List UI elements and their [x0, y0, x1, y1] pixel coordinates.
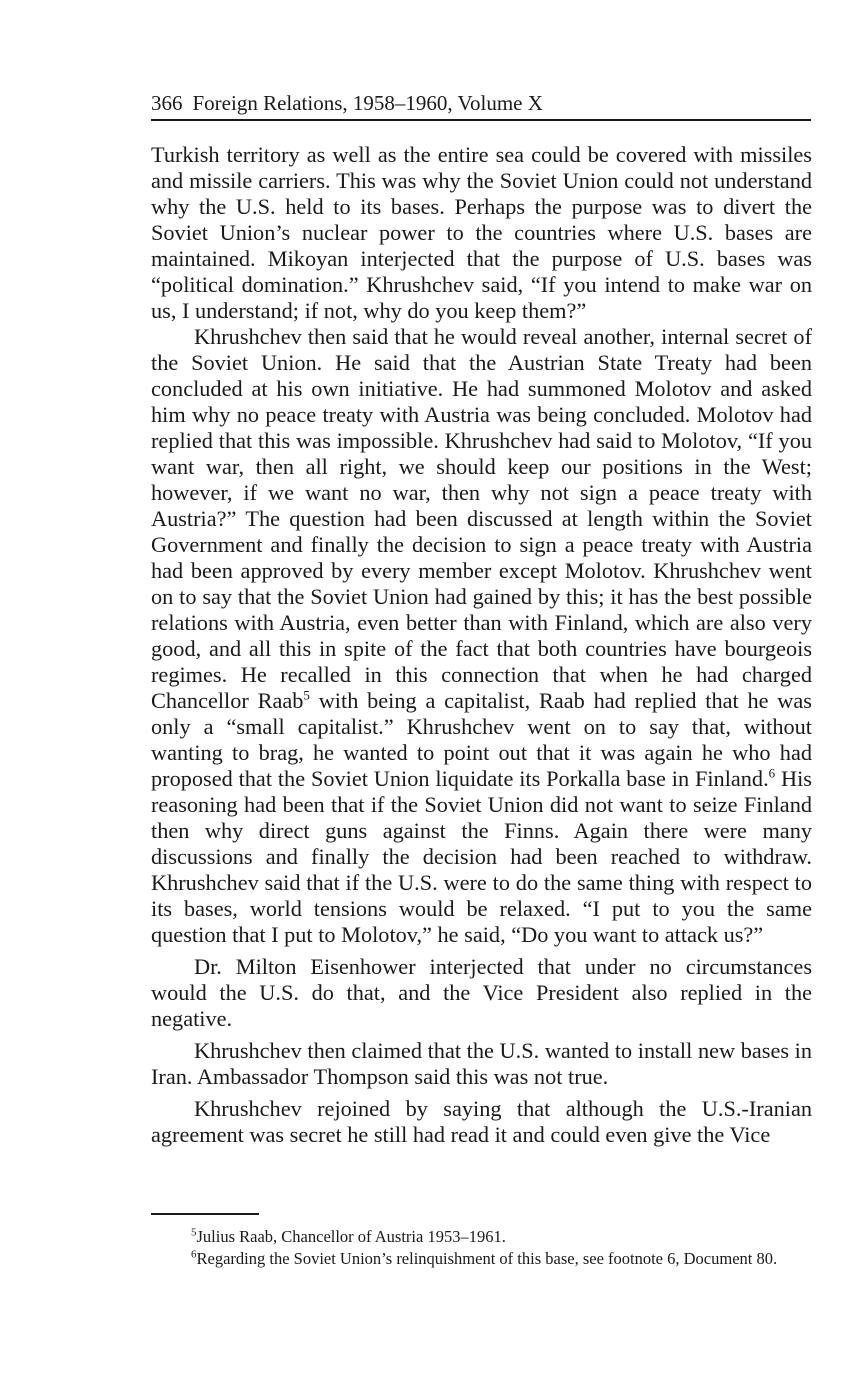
paragraph-1: Turkish territory as well as the entire sea could be covered with missiles and missile carriers. This was why the Soviet Union could not understand why the U.S. held to its bases. Perhaps the purpose was to divert the Soviet Union’s nuclear power to the countries where U.S. bases are maintained. Mikoyan interjected that the purpose of U.S. bases was “political domination.” Khrushchev said, “If you intend to make war on us, I understand; if not, why do you keep them?” [151, 142, 812, 323]
footnote-divider [151, 1213, 259, 1215]
paragraph-5: Khrushchev rejoined by saying that although the U.S.-Iranian agreement was secret he still had read it and could even give the Vice [151, 1096, 812, 1147]
footnote-5 [151, 1226, 812, 1248]
footnote-mark: 6 [191, 1248, 197, 1261]
paragraph-2-text-c: His reasoning had been that if the Soviet Union did not want to seize Finland then why direct guns against the Finns. Again there were many discussions and finally the decision had been reached to withdraw. Khrushchev said that if the U.S. were to do the same thing with respect to its bases, world tensions would be relaxed. “I put to you the same question that I put to Molotov,” he said, “Do you want to attack us?” [151, 766, 812, 947]
paragraph-2-text-b: with being a capitalist, Raab had replied that he was only a “small capitalist.” Khrushchev went on to say that, without wanting to brag, he wanted to point out that it was again he who had proposed that the Soviet Union liquidate its Porkalla base in Finland. [151, 688, 812, 791]
paragraph-3: Dr. Milton Eisenhower interjected that under no circumstances would the U.S. do that, and the Vice President also replied in the negative. [151, 954, 812, 1031]
running-header [151, 89, 811, 121]
paragraph-2 [151, 324, 812, 948]
paragraph-4: Khrushchev then claimed that the U.S. wanted to install new bases in Iran. Ambassador Thompson said this was not true. [151, 1038, 812, 1089]
body-text [151, 142, 812, 1148]
running-title: Foreign Relations, 1958–1960, Volume X [192, 91, 543, 115]
footnotes [151, 1226, 812, 1270]
footnote-ref-5[interactable]: 5 [303, 687, 310, 703]
footnote-ref-6[interactable]: 6 [768, 765, 776, 781]
paragraph-2-text-a: Khrushchev then said that he would reveal another, internal secret of the Soviet Union. He said that the Austrian State Treaty had been concluded at his own initiative. He had summoned Molotov and asked him why no peace treaty with Austria was being concluded. Molotov had replied that this was impossible. Khrushchev had said to Molotov, “If you want war, then all right, we should keep our positions in the West; however, if we want no war, then why not sign a peace treaty with Austria?” The question had been discussed at length within the Soviet Government and finally the decision to sign a peace treaty with Austria had been approved by every member except Molotov. Khrushchev went on to say that the Soviet Union had gained by this; it has the best possible relations with Austria, even better than with Finland, which are also very good, and all this in spite of the fact that both countries have bourgeois regimes. He recalled in this connection that when he had charged Chancellor Raab [151, 324, 812, 713]
footnote-6 [151, 1248, 812, 1270]
footnote-text: Julius Raab, Chancellor of Austria 1953–1961. [196, 1227, 506, 1246]
page-number: 366 [151, 91, 183, 115]
footnote-mark: 5 [191, 1226, 197, 1239]
footnote-text: Regarding the Soviet Union’s relinquishment of this base, see footnote 6, Document 80. [196, 1249, 778, 1268]
